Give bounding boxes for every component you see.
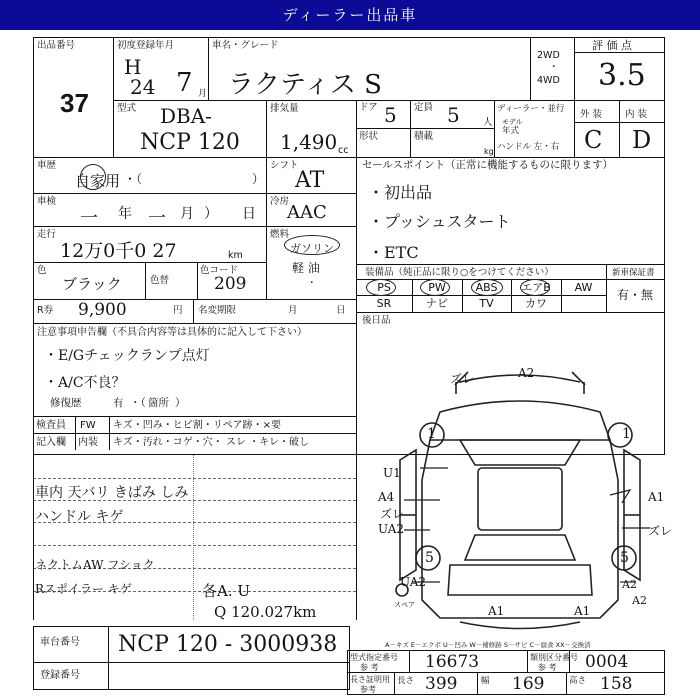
insp-year-label: 年 bbox=[118, 206, 132, 222]
model-label: 型式 bbox=[117, 103, 137, 114]
remark-4: Rスポイラー キゲ bbox=[35, 582, 132, 596]
insp-month-value: 一 bbox=[148, 208, 166, 229]
entry-col-label: 記入欄 bbox=[36, 437, 66, 448]
sales-point-1: ・初出品 bbox=[368, 183, 433, 202]
interior-label: 内装 bbox=[78, 437, 98, 448]
length-label: 長さ bbox=[397, 676, 415, 686]
lot-no-value: 37 bbox=[60, 88, 89, 118]
name-change-month: 月 bbox=[288, 305, 298, 316]
type-cert-label: 型式指定番号 bbox=[350, 653, 398, 662]
insp-opts: キズ・凹み・ヒビ割・リペア跡・×要 bbox=[113, 420, 281, 431]
ext-grade-value: C bbox=[584, 126, 603, 154]
fuel-value: ガソリン bbox=[290, 242, 334, 255]
mileage-value: 12万0千0 27 bbox=[60, 240, 177, 262]
int-grade-value: D bbox=[632, 126, 652, 154]
loading-label: 積載 bbox=[414, 131, 434, 142]
insp-close: ） bbox=[204, 206, 218, 222]
car-name-value: ラクティス S bbox=[228, 70, 382, 100]
history-opts: ・（ bbox=[124, 172, 143, 186]
dmg-one-l: 1 bbox=[427, 426, 436, 442]
dmg-a2-br: A2 bbox=[622, 578, 637, 591]
dmg-five-l: 5 bbox=[425, 550, 434, 566]
capacity-label: 定員 bbox=[414, 102, 434, 113]
remark-2: ハンドル キゲ bbox=[35, 509, 124, 525]
wd2-label: 2WD bbox=[537, 50, 560, 61]
eq-sr: SR bbox=[376, 297, 392, 310]
remark-5: 各A. U bbox=[202, 582, 251, 600]
insp-col-label: 検査員 bbox=[36, 420, 66, 431]
len-cert-ref: 参考 bbox=[360, 685, 376, 694]
reg-year-value: 24 bbox=[130, 75, 156, 99]
length-value: 399 bbox=[425, 674, 458, 694]
name-change-label: 名変期限 bbox=[198, 305, 237, 316]
remark-6: Q 120.027km bbox=[214, 603, 317, 621]
note-2: ・A/C不良？ bbox=[44, 375, 126, 391]
sales-point-3: ・ETC bbox=[368, 243, 419, 262]
score-label: 評 価 点 bbox=[592, 39, 632, 52]
reg-month-value: 7 bbox=[176, 68, 193, 98]
chassis-value: NCP 120 - 3000938 bbox=[118, 632, 338, 657]
history-value: 自家用 bbox=[75, 172, 121, 190]
fuel-diesel: 軽 油 bbox=[292, 261, 320, 275]
dmg-a4: A4 bbox=[378, 490, 395, 504]
class-no-label: 類別区分番号 bbox=[530, 653, 578, 662]
shift-label: シフト bbox=[270, 160, 299, 171]
len-cert-label: 長さ証明用 bbox=[350, 675, 390, 684]
eq-pw-circle bbox=[420, 279, 450, 296]
class-no-value: 0004 bbox=[585, 652, 629, 672]
height-value: 158 bbox=[600, 674, 633, 694]
attach-label: 後日品 bbox=[362, 315, 391, 326]
recolor-label: 色替 bbox=[150, 275, 170, 286]
model-value: NCP 120 bbox=[140, 130, 240, 155]
dmg-zure-l: ズレ bbox=[380, 507, 405, 521]
color-value: ブラック bbox=[62, 275, 122, 293]
fw-label: FW bbox=[80, 420, 96, 431]
cc-label: cc bbox=[338, 145, 349, 156]
dealer-label: ディーラー・並行 bbox=[497, 104, 565, 114]
eq-pw: PW bbox=[428, 281, 446, 294]
color-code-value: 209 bbox=[214, 274, 247, 294]
ac-label: 冷房 bbox=[270, 196, 290, 207]
chassis-label: 車台番号 bbox=[40, 637, 80, 648]
fuel-label: 燃料 bbox=[270, 229, 290, 240]
score-value: 3.5 bbox=[598, 58, 646, 93]
dmg-ua2-bl: UA2 bbox=[400, 575, 427, 589]
insp-day-label: 日 bbox=[242, 206, 256, 222]
model-year-label: 年式 bbox=[502, 126, 520, 136]
month-mark: 月 bbox=[198, 89, 208, 99]
displacement-label: 排気量 bbox=[270, 103, 299, 114]
model-year-small: モデル bbox=[502, 118, 523, 126]
mileage-label: 走行 bbox=[37, 229, 57, 240]
dmg-one-r: 1 bbox=[622, 426, 631, 442]
displacement-value: 1,490 bbox=[280, 130, 338, 154]
recycle-label: R券 bbox=[37, 305, 54, 316]
car-name-label: 車名・グレード bbox=[212, 40, 279, 51]
ac-value: AAC bbox=[287, 202, 327, 223]
shape-label: 形状 bbox=[359, 131, 379, 142]
eq-leather: カワ bbox=[525, 297, 547, 310]
doors-value: 5 bbox=[384, 103, 397, 127]
int-label: 内 装 bbox=[625, 109, 648, 120]
notes-title: 注意事項申告欄（不具合内容等は具体的に記入して下さい） bbox=[37, 327, 307, 338]
dmg-a1-b2: A1 bbox=[574, 604, 591, 618]
shift-value: AT bbox=[295, 168, 325, 193]
yen-label: 円 bbox=[173, 305, 183, 316]
entry-opts: キズ・汚れ・コゲ・穴・ スレ ・キレ・破し bbox=[113, 437, 310, 448]
width-label: 幅 bbox=[481, 676, 490, 686]
warranty-value: 有・無 bbox=[617, 288, 654, 302]
new-warranty-label: 新車保証書 bbox=[612, 268, 655, 278]
spare-label: スペア bbox=[394, 601, 415, 609]
sales-points-label: セールスポイント（正常に機能するものに限ります） bbox=[362, 159, 614, 171]
dmg-a1-r: A1 bbox=[648, 490, 665, 504]
fuel-circle bbox=[284, 235, 340, 255]
color-label: 色 bbox=[37, 265, 47, 276]
remark-3: ネクトムAW フショク bbox=[35, 558, 155, 572]
insp-year-value: 一 bbox=[80, 208, 98, 229]
capacity-value: 5 bbox=[447, 103, 460, 127]
color-code-label: 色コード bbox=[200, 265, 239, 276]
person-label: 人 bbox=[483, 117, 493, 128]
eq-tv: TV bbox=[479, 297, 494, 310]
eq-ps-circle bbox=[366, 279, 396, 296]
car-diagram bbox=[360, 360, 665, 635]
dmg-a2-top: A2 bbox=[518, 366, 535, 380]
era-value: H bbox=[124, 55, 142, 79]
fuel-dot: ・ bbox=[307, 278, 317, 289]
history-label: 車歴 bbox=[37, 160, 57, 171]
wd-dot: ・ bbox=[549, 62, 559, 73]
history-circle bbox=[80, 164, 106, 190]
eq-abs-circle bbox=[471, 279, 503, 296]
doors-label: ドア bbox=[359, 102, 378, 113]
insp-month-label: 月 bbox=[180, 206, 194, 222]
repair-place: 箇所 bbox=[148, 397, 169, 409]
repair-yes: 有 bbox=[113, 397, 124, 409]
sales-point-2: ・プッシュスタート bbox=[368, 212, 511, 231]
height-label: 高さ bbox=[569, 676, 587, 686]
wd4-label: 4WD bbox=[537, 75, 560, 86]
repair-label: 修復歴 bbox=[50, 397, 82, 409]
repair-place-open: ・（ bbox=[130, 397, 146, 409]
damage-legend: A－キズ E－エクボ U－凹み W－補修跡 S－サビ C－腐食 XX－交換済 bbox=[385, 641, 591, 649]
eq-ps: PS bbox=[377, 281, 391, 294]
kg-label: kg bbox=[484, 147, 494, 156]
handle-label: ハンドル 左・右 bbox=[497, 142, 560, 152]
lot-no-label: 出品番号 bbox=[37, 40, 76, 51]
name-change-day: 日 bbox=[336, 305, 346, 316]
km-label: km bbox=[228, 250, 243, 261]
dmg-u1: U1 bbox=[383, 466, 401, 480]
ext-label: 外 装 bbox=[580, 109, 603, 120]
remark-1: 車内 天バリ きばみ しみ bbox=[35, 485, 189, 501]
eq-airbag: エアB bbox=[521, 281, 551, 294]
dmg-ua2-l: UA2 bbox=[378, 522, 405, 536]
inspection-label: 車検 bbox=[37, 196, 57, 207]
width-value: 169 bbox=[512, 674, 545, 694]
dmg-a1-b: A1 bbox=[488, 604, 505, 618]
reg-no-label: 登録番号 bbox=[40, 670, 80, 681]
dmg-a2-br2: A2 bbox=[632, 594, 647, 607]
eq-abs: ABS bbox=[475, 281, 498, 294]
repair-place-close: ） bbox=[175, 397, 186, 409]
model-prefix-value: DBA- bbox=[160, 104, 212, 128]
eq-airbag-circle bbox=[520, 279, 550, 296]
first-reg-label: 初度登録年月 bbox=[117, 40, 175, 51]
eq-navi: ナビ bbox=[426, 297, 448, 310]
dmg-five-r: 5 bbox=[620, 550, 629, 566]
type-cert-ref: 参 考 bbox=[360, 663, 379, 672]
note-1: ・E/Gチェックランプ点灯 bbox=[44, 348, 210, 364]
equipment-label: 装備品（純正品に限り○をつけてください） bbox=[365, 267, 554, 278]
dmg-zure-r: ズレ bbox=[648, 524, 673, 538]
banner: ディーラー出品車 bbox=[0, 0, 700, 30]
type-cert-value: 16673 bbox=[425, 652, 480, 672]
recycle-value: 9,900 bbox=[78, 300, 127, 320]
eq-aw: AW bbox=[574, 281, 593, 294]
history-close: ） bbox=[252, 172, 265, 186]
dmg-zure-top: ズレ bbox=[450, 372, 475, 386]
class-no-ref: 参 考 bbox=[538, 663, 557, 672]
